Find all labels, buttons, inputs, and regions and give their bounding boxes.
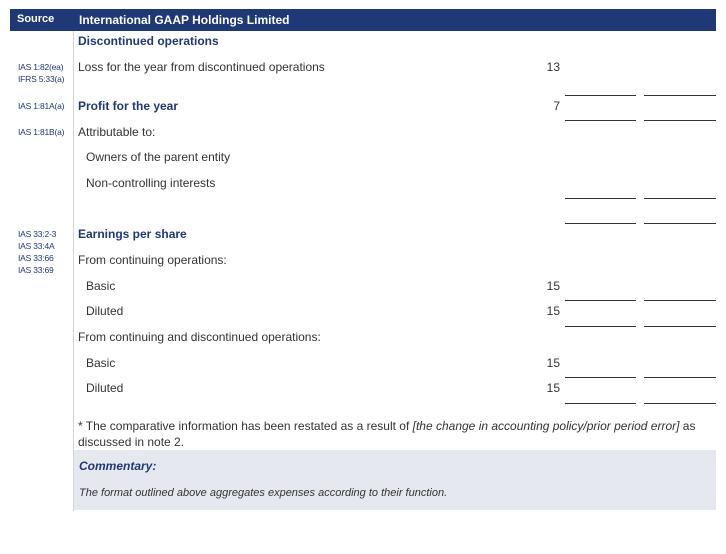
diluted-continuing-label: Diluted xyxy=(86,304,124,318)
commentary-heading: Commentary: xyxy=(79,459,157,473)
source-ref-text: IAS 1:81B(a) xyxy=(18,127,65,137)
amount-underline xyxy=(565,377,636,378)
amount-underline xyxy=(644,198,716,199)
amount-underline xyxy=(644,403,716,404)
footnote-italic-text: [the change in accounting policy/prior period error] xyxy=(412,419,680,433)
eps-heading: Earnings per share xyxy=(78,227,187,241)
profit-year-label: Profit for the year xyxy=(78,99,179,113)
source-ref-eps xyxy=(18,228,56,276)
amount-underline xyxy=(644,223,716,224)
amount-underline xyxy=(565,120,636,121)
source-ref-text: IAS 1:81A(a) xyxy=(18,101,65,111)
loss-discontinued-label: Loss for the year from discontinued operations xyxy=(78,60,325,74)
source-ref-profit xyxy=(18,100,64,112)
source-ref-text: IFRS 5:33(a) xyxy=(18,74,65,84)
source-column-header: Source xyxy=(17,13,55,25)
nci-label: Non-controlling interests xyxy=(86,176,216,190)
basic-continuing-note: 15 xyxy=(546,279,560,293)
commentary-body: The format outlined above aggregates expenses according to their function. xyxy=(79,487,448,499)
diluted-total-label: Diluted xyxy=(86,381,124,395)
amount-underline xyxy=(644,95,716,96)
source-ref-text: IAS 1:82(ea) xyxy=(18,62,64,72)
profit-year-note: 7 xyxy=(553,99,560,113)
amount-underline xyxy=(644,120,716,121)
amount-underline xyxy=(565,326,636,327)
amount-underline xyxy=(644,326,716,327)
loss-discontinued-note: 13 xyxy=(546,60,560,74)
basic-continuing-label: Basic xyxy=(86,279,116,293)
amount-underline xyxy=(565,95,636,96)
amount-underline xyxy=(644,300,716,301)
source-ref-attributable xyxy=(18,126,64,138)
source-ref-loss-discontinued xyxy=(18,61,64,85)
source-ref-text: IAS 33:2-3 xyxy=(18,229,57,239)
from-cont-disc-label: From continuing and discontinued operations: xyxy=(78,330,321,344)
amount-underline xyxy=(565,223,636,224)
footnote-text: as discussed in note 2. xyxy=(78,419,696,449)
diluted-total-note: 15 xyxy=(546,381,560,395)
commentary-box xyxy=(74,450,716,510)
source-ref-text: IAS 33:69 xyxy=(18,265,54,275)
attributable-label: Attributable to: xyxy=(78,125,156,139)
restatement-footnote xyxy=(78,418,718,450)
source-ref-text: IAS 33:66 xyxy=(18,253,54,263)
amount-underline xyxy=(565,403,636,404)
footnote-text: * The comparative information has been restated as a result of xyxy=(78,419,413,433)
discontinued-heading: Discontinued operations xyxy=(78,34,219,48)
amount-underline xyxy=(565,300,636,301)
from-continuing-label: From continuing operations: xyxy=(78,253,227,267)
diluted-continuing-note: 15 xyxy=(546,304,560,318)
source-ref-text: IAS 33:4A xyxy=(18,241,55,251)
basic-total-note: 15 xyxy=(546,356,560,370)
basic-total-label: Basic xyxy=(86,356,116,370)
table-header xyxy=(10,9,716,31)
company-name: International GAAP Holdings Limited xyxy=(79,13,290,27)
amount-underline xyxy=(565,198,636,199)
owners-label: Owners of the parent entity xyxy=(86,150,231,164)
amount-underline xyxy=(644,377,716,378)
column-divider xyxy=(73,31,74,511)
